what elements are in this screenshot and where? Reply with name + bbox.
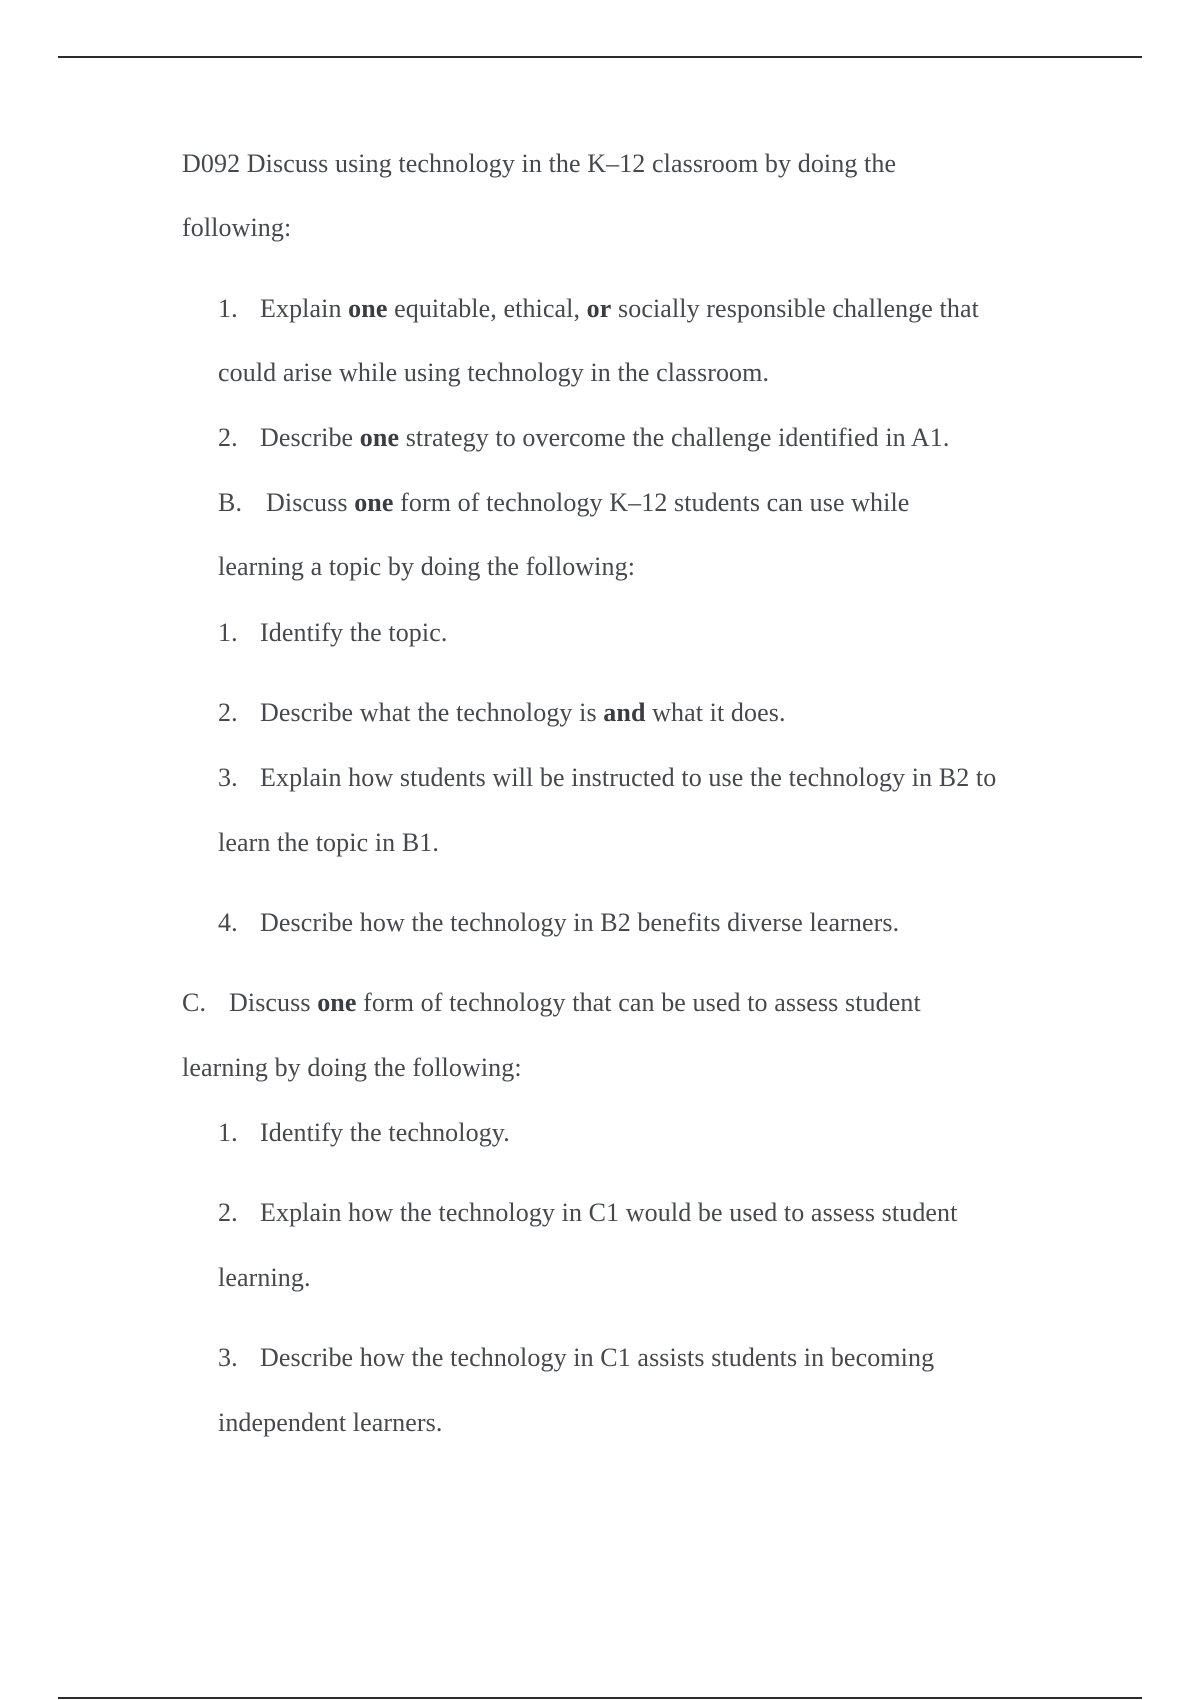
b-item-1-number: 1.	[218, 618, 238, 647]
b-item-3-text: Explain how students will be instructed to use the technology in B2 to	[260, 763, 997, 792]
c-item-3	[218, 1342, 934, 1374]
c-item-1-number: 1.	[218, 1118, 238, 1147]
c-item-1-text: Identify the technology.	[260, 1118, 510, 1147]
c-heading-bold-one: one	[317, 988, 357, 1017]
b-item-3-number: 3.	[218, 763, 238, 792]
a-item-1-text-pre: Explain	[260, 294, 349, 323]
c-item-2-text: Explain how the technology in C1 would be used to assess student	[260, 1198, 958, 1227]
bottom-rule	[58, 1697, 1142, 1699]
c-heading-text-pre: Discuss	[229, 988, 318, 1017]
b-item-2-text-pre: Describe what the technology is	[260, 698, 604, 727]
b-heading	[218, 487, 909, 519]
a-item-1-text-post: socially responsible challenge that	[611, 294, 979, 323]
a-item-1-bold-or: or	[586, 294, 612, 323]
a-item-2-number: 2.	[218, 423, 238, 452]
a-item-2-text-pre: Describe	[260, 423, 360, 452]
b-item-2-bold-and: and	[603, 698, 646, 727]
b-item-4	[218, 907, 899, 939]
b-item-2-text-post: what it does.	[645, 698, 786, 727]
b-heading-text-post: form of technology K–12 students can use while	[393, 488, 910, 517]
c-item-3-continuation: independent learners.	[218, 1408, 443, 1437]
c-item-2-continuation: learning.	[218, 1263, 311, 1292]
b-heading-letter: B.	[218, 488, 243, 517]
intro-line-2: following:	[182, 213, 292, 242]
b-item-1-text: Identify the topic.	[260, 618, 448, 647]
b-item-2	[218, 697, 786, 729]
c-item-3-text: Describe how the technology in C1 assists students in becoming	[260, 1343, 935, 1372]
a-item-1-text-mid: equitable, ethical,	[387, 294, 587, 323]
b-heading-text-pre: Discuss	[266, 488, 355, 517]
b-item-2-number: 2.	[218, 698, 238, 727]
a-item-1-continuation: could arise while using technology in the classroom.	[218, 358, 770, 387]
c-item-2	[218, 1197, 957, 1229]
b-item-4-number: 4.	[218, 908, 238, 937]
b-item-3-continuation: learn the topic in B1.	[218, 828, 439, 857]
a-item-2-text-post: strategy to overcome the challenge identified in A1.	[399, 423, 950, 452]
b-heading-continuation: learning a topic by doing the following:	[218, 552, 636, 581]
a-item-2	[218, 422, 950, 454]
b-item-3	[218, 762, 996, 794]
a-item-1-number: 1.	[218, 294, 238, 323]
c-item-1	[218, 1117, 510, 1149]
c-heading	[182, 987, 921, 1019]
c-heading-continuation: learning by doing the following:	[182, 1053, 522, 1082]
b-heading-bold-one: one	[354, 488, 394, 517]
c-item-3-number: 3.	[218, 1343, 238, 1372]
a-item-2-bold-one: one	[359, 423, 400, 452]
c-heading-letter: C.	[182, 988, 207, 1017]
c-item-2-number: 2.	[218, 1198, 238, 1227]
b-item-1	[218, 617, 447, 649]
top-rule	[58, 56, 1142, 58]
a-item-1-bold-one: one	[348, 294, 388, 323]
a-item-1	[218, 293, 979, 325]
b-item-4-text: Describe how the technology in B2 benefits diverse learners.	[260, 908, 900, 937]
c-heading-text-post: form of technology that can be used to assess student	[356, 988, 921, 1017]
intro-line-1: D092 Discuss using technology in the K–12 classroom by doing the	[182, 149, 897, 178]
